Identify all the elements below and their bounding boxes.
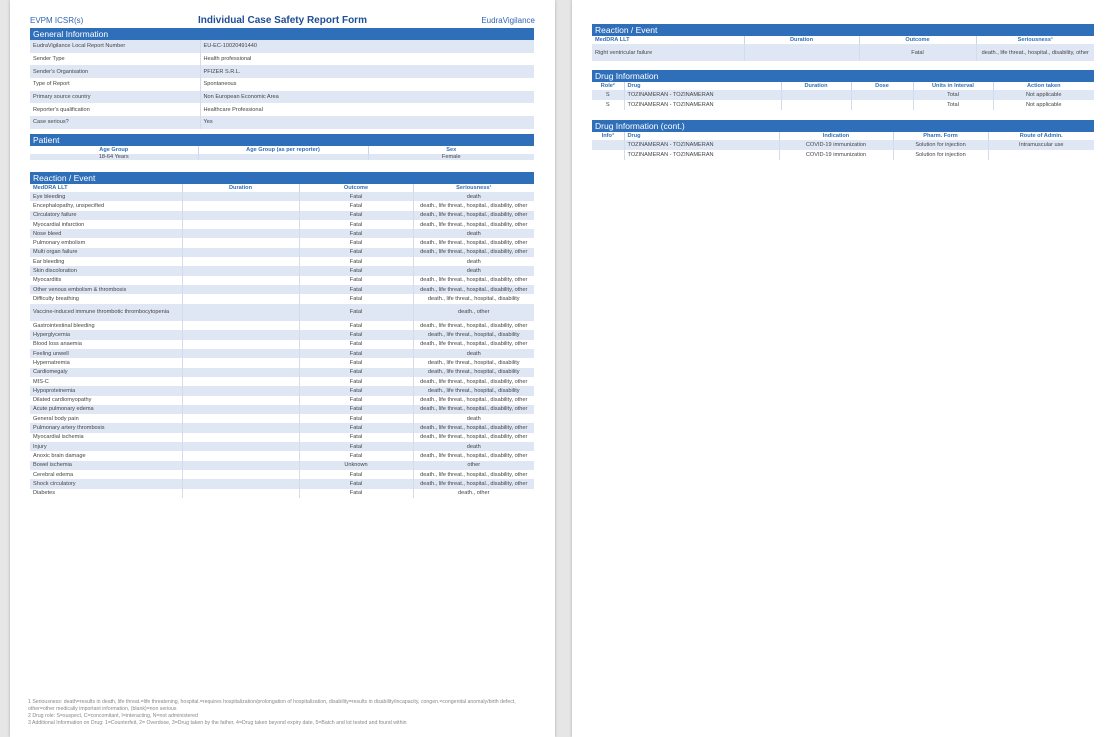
seriousness-cell: death bbox=[413, 414, 534, 423]
footnote: 3 Additional Information on Drug: 1=Counterfeit, 2= Overdose, 3=Drug taken by the father, 4=Drug taken beyond expiry date, 5=Batch and lot tested and found within bbox=[28, 720, 407, 726]
section-title: Patient bbox=[30, 134, 534, 146]
seriousness-cell: death., life threat., hospital., disability, other bbox=[413, 470, 534, 479]
field-label: EudraVigilance Local Report Number bbox=[30, 40, 200, 53]
age-group-reporter-value bbox=[198, 154, 368, 160]
field-value: Healthcare Professional bbox=[200, 103, 534, 116]
outcome-cell: Fatal bbox=[299, 368, 413, 377]
seriousness-cell: other bbox=[413, 461, 534, 470]
col-header: Duration bbox=[182, 184, 299, 192]
table-row bbox=[592, 90, 1094, 100]
duration-cell bbox=[182, 451, 299, 460]
seriousness-cell: death., life threat., hospital., disability, other bbox=[413, 211, 534, 220]
reaction-section-cont bbox=[592, 24, 1094, 61]
col-header: Duration bbox=[744, 36, 859, 44]
section-title: Reaction / Event bbox=[30, 172, 534, 184]
outcome-cell: Fatal bbox=[859, 44, 976, 61]
table-row bbox=[30, 479, 534, 488]
llt-cell: Pulmonary artery thrombosis bbox=[30, 423, 182, 432]
info-cell bbox=[592, 150, 624, 160]
seriousness-cell: death bbox=[413, 192, 534, 201]
field-label: Case serious? bbox=[30, 116, 200, 129]
outcome-cell: Fatal bbox=[299, 423, 413, 432]
col-header: Seriousness¹ bbox=[976, 36, 1094, 44]
field-value: Spontaneous bbox=[200, 78, 534, 91]
drug-cell: TOZINAMERAN - TOZINAMERAN bbox=[624, 150, 779, 160]
duration-cell bbox=[182, 423, 299, 432]
seriousness-cell: death., other bbox=[413, 304, 534, 322]
units-cell: Total bbox=[913, 100, 993, 110]
footnote: 2 Drug role: S=suspect, C=concomitant, I=interacting, N=not administered bbox=[28, 713, 198, 719]
llt-cell: Right ventricular failure bbox=[592, 44, 744, 61]
table-row bbox=[30, 340, 534, 349]
table-row bbox=[592, 100, 1094, 110]
col-header: Pharm. Form bbox=[893, 132, 988, 140]
outcome-cell: Fatal bbox=[299, 248, 413, 257]
table-row bbox=[30, 377, 534, 386]
llt-cell: Blood loss anaemia bbox=[30, 340, 182, 349]
seriousness-cell: death., life threat., hospital., disability, other bbox=[413, 321, 534, 330]
seriousness-cell: death., other bbox=[413, 489, 534, 498]
llt-cell: Skin discoloration bbox=[30, 266, 182, 275]
general-information-section bbox=[30, 28, 534, 129]
section-title: Drug Information bbox=[592, 70, 1094, 82]
drug-table bbox=[592, 82, 1094, 110]
outcome-cell: Fatal bbox=[299, 405, 413, 414]
llt-cell: Bowel ischemia bbox=[30, 461, 182, 470]
header-right: EudraVigilance bbox=[481, 16, 535, 25]
drug-cell: TOZINAMERAN - TOZINAMERAN bbox=[624, 90, 781, 100]
duration-cell bbox=[182, 442, 299, 451]
llt-cell: Vaccine-induced immune thrombotic thrombocytopenia bbox=[30, 304, 182, 322]
outcome-cell: Fatal bbox=[299, 266, 413, 275]
duration-cell bbox=[182, 377, 299, 386]
llt-cell: Pulmonary embolism bbox=[30, 238, 182, 247]
duration-cell bbox=[182, 368, 299, 377]
table-row bbox=[30, 489, 534, 498]
outcome-cell: Unknown bbox=[299, 461, 413, 470]
col-header: Drug bbox=[624, 82, 781, 90]
seriousness-cell: death., life threat., hospital., disability, other bbox=[413, 405, 534, 414]
outcome-cell: Fatal bbox=[299, 285, 413, 294]
table-row bbox=[30, 330, 534, 339]
table-row bbox=[30, 442, 534, 451]
llt-cell: Feeling unwell bbox=[30, 349, 182, 358]
outcome-cell: Fatal bbox=[299, 321, 413, 330]
llt-cell: Encephalopathy, unspecified bbox=[30, 201, 182, 210]
duration-cell bbox=[182, 248, 299, 257]
role-cell: S bbox=[592, 100, 624, 110]
col-header: Outcome bbox=[859, 36, 976, 44]
col-header: Age Group bbox=[30, 146, 198, 154]
seriousness-cell: death., life threat., hospital., disability bbox=[413, 386, 534, 395]
seriousness-cell: death., life threat., hospital., disability, other bbox=[413, 377, 534, 386]
units-cell: Total bbox=[913, 90, 993, 100]
col-header: MedDRA LLT bbox=[592, 36, 744, 44]
outcome-cell: Fatal bbox=[299, 257, 413, 266]
duration-cell bbox=[182, 229, 299, 238]
table-row bbox=[30, 414, 534, 423]
duration-cell bbox=[182, 266, 299, 275]
table-row bbox=[30, 103, 534, 116]
col-header: Route of Admin. bbox=[988, 132, 1094, 140]
duration-cell bbox=[182, 294, 299, 303]
drug-information-section bbox=[592, 70, 1094, 110]
field-value: Non European Economic Area bbox=[200, 91, 534, 104]
indication-cell: COVID-19 immunization bbox=[779, 150, 893, 160]
route-cell bbox=[988, 150, 1094, 160]
seriousness-cell: death., life threat., hospital., disability, other bbox=[413, 220, 534, 229]
llt-cell: MIS-C bbox=[30, 377, 182, 386]
field-value: PFIZER S.R.L. bbox=[200, 65, 534, 78]
seriousness-cell: death., life threat., hospital., disability, other bbox=[413, 248, 534, 257]
col-header: Indication bbox=[779, 132, 893, 140]
table-row bbox=[30, 257, 534, 266]
table-row bbox=[592, 150, 1094, 160]
table-row bbox=[30, 396, 534, 405]
table-row bbox=[30, 229, 534, 238]
table-row bbox=[30, 368, 534, 377]
duration-cell bbox=[182, 461, 299, 470]
col-header: MedDRA LLT bbox=[30, 184, 182, 192]
table-row bbox=[30, 433, 534, 442]
duration-cell bbox=[182, 192, 299, 201]
duration-cell bbox=[182, 358, 299, 367]
outcome-cell: Fatal bbox=[299, 479, 413, 488]
llt-cell: Anoxic brain damage bbox=[30, 451, 182, 460]
table-row bbox=[30, 40, 534, 53]
table-row bbox=[30, 276, 534, 285]
seriousness-cell: death., life threat., hospital., disability bbox=[413, 294, 534, 303]
col-header: Action taken bbox=[993, 82, 1094, 90]
table-row bbox=[30, 266, 534, 275]
table-row bbox=[30, 358, 534, 367]
col-header: Age Group (as per reporter) bbox=[198, 146, 368, 154]
outcome-cell: Fatal bbox=[299, 414, 413, 423]
table-row bbox=[30, 386, 534, 395]
drug-cont-table bbox=[592, 132, 1094, 160]
patient-table bbox=[30, 146, 534, 160]
table-row bbox=[30, 53, 534, 66]
drug-cell: TOZINAMERAN - TOZINAMERAN bbox=[624, 100, 781, 110]
outcome-cell: Fatal bbox=[299, 304, 413, 322]
seriousness-cell: death., life threat., hospital., disability bbox=[413, 358, 534, 367]
table-row bbox=[30, 321, 534, 330]
outcome-cell: Fatal bbox=[299, 294, 413, 303]
table-row bbox=[30, 116, 534, 129]
section-title: Drug Information (cont.) bbox=[592, 120, 1094, 132]
duration-cell bbox=[182, 238, 299, 247]
col-header: Role² bbox=[592, 82, 624, 90]
duration-cell bbox=[182, 489, 299, 498]
duration-cell bbox=[182, 405, 299, 414]
outcome-cell: Fatal bbox=[299, 211, 413, 220]
col-header: Seriousness¹ bbox=[413, 184, 534, 192]
table-row bbox=[30, 461, 534, 470]
duration-cell bbox=[182, 340, 299, 349]
table-row bbox=[30, 154, 534, 160]
seriousness-cell: death., life threat., hospital., disability, other bbox=[413, 396, 534, 405]
llt-cell: Difficulty breathing bbox=[30, 294, 182, 303]
duration-cell bbox=[781, 100, 851, 110]
route-cell: Intramuscular use bbox=[988, 140, 1094, 150]
llt-cell: Myocarditis bbox=[30, 276, 182, 285]
seriousness-cell: death., life threat., hospital., disability bbox=[413, 330, 534, 339]
outcome-cell: Fatal bbox=[299, 330, 413, 339]
pharm-form-cell: Solution for injection bbox=[893, 140, 988, 150]
action-cell: Not applicable bbox=[993, 90, 1094, 100]
info-cell bbox=[592, 140, 624, 150]
report-page-1 bbox=[10, 0, 555, 737]
field-label: Type of Report bbox=[30, 78, 200, 91]
table-row bbox=[30, 248, 534, 257]
llt-cell: Eye bleeding bbox=[30, 192, 182, 201]
seriousness-cell: death bbox=[413, 266, 534, 275]
seriousness-cell: death., life threat., hospital., disability, other bbox=[413, 423, 534, 432]
footnotes bbox=[28, 699, 535, 727]
seriousness-cell: death., life threat., hospital., disability, other bbox=[413, 276, 534, 285]
llt-cell: Multi organ failure bbox=[30, 248, 182, 257]
duration-cell bbox=[182, 433, 299, 442]
table-row bbox=[30, 211, 534, 220]
general-information-table bbox=[30, 40, 534, 129]
duration-cell bbox=[182, 470, 299, 479]
outcome-cell: Fatal bbox=[299, 340, 413, 349]
llt-cell: Hyperglycemia bbox=[30, 330, 182, 339]
indication-cell: COVID-19 immunization bbox=[779, 140, 893, 150]
report-page-2 bbox=[572, 0, 1116, 737]
reaction-table bbox=[30, 184, 534, 498]
seriousness-cell: death., life threat., hospital., disability, other bbox=[413, 433, 534, 442]
table-row bbox=[30, 78, 534, 91]
table-row bbox=[30, 238, 534, 247]
outcome-cell: Fatal bbox=[299, 489, 413, 498]
table-row bbox=[30, 91, 534, 104]
age-group-value: 18-64 Years bbox=[30, 154, 198, 160]
table-row bbox=[30, 192, 534, 201]
field-label: Sender's Organisation bbox=[30, 65, 200, 78]
section-title: Reaction / Event bbox=[592, 24, 1094, 36]
seriousness-cell: death bbox=[413, 349, 534, 358]
field-value: Yes bbox=[200, 116, 534, 129]
llt-cell: Cerebral edema bbox=[30, 470, 182, 479]
outcome-cell: Fatal bbox=[299, 192, 413, 201]
outcome-cell: Fatal bbox=[299, 386, 413, 395]
field-label: Primary source country bbox=[30, 91, 200, 104]
outcome-cell: Fatal bbox=[299, 349, 413, 358]
drug-cell: TOZINAMERAN - TOZINAMERAN bbox=[624, 140, 779, 150]
seriousness-cell: death., life threat., hospital., disability, other bbox=[413, 238, 534, 247]
seriousness-cell: death bbox=[413, 257, 534, 266]
outcome-cell: Fatal bbox=[299, 377, 413, 386]
section-title: General Information bbox=[30, 28, 534, 40]
outcome-cell: Fatal bbox=[299, 451, 413, 460]
outcome-cell: Fatal bbox=[299, 358, 413, 367]
table-row bbox=[592, 140, 1094, 150]
outcome-cell: Fatal bbox=[299, 220, 413, 229]
outcome-cell: Fatal bbox=[299, 276, 413, 285]
duration-cell bbox=[182, 396, 299, 405]
pharm-form-cell: Solution for injection bbox=[893, 150, 988, 160]
llt-cell: Circulatory failure bbox=[30, 211, 182, 220]
seriousness-cell: death., life threat., hospital., disability, other bbox=[413, 479, 534, 488]
outcome-cell: Fatal bbox=[299, 201, 413, 210]
seriousness-cell: death., life threat., hospital., disability, other bbox=[976, 44, 1094, 61]
seriousness-cell: death., life threat., hospital., disability bbox=[413, 368, 534, 377]
reaction-section bbox=[30, 172, 534, 498]
duration-cell bbox=[781, 90, 851, 100]
page-title: Individual Case Safety Report Form bbox=[198, 15, 367, 26]
field-value: EU-EC-10020491440 bbox=[200, 40, 534, 53]
role-cell: S bbox=[592, 90, 624, 100]
header-left: EVPM ICSR(s) bbox=[30, 16, 84, 25]
action-cell: Not applicable bbox=[993, 100, 1094, 110]
outcome-cell: Fatal bbox=[299, 229, 413, 238]
col-header: Units in Interval bbox=[913, 82, 993, 90]
duration-cell bbox=[182, 321, 299, 330]
seriousness-cell: death., life threat., hospital., disability, other bbox=[413, 451, 534, 460]
duration-cell bbox=[182, 276, 299, 285]
col-header: Outcome bbox=[299, 184, 413, 192]
field-label: Reporter's qualification bbox=[30, 103, 200, 116]
col-header: Drug bbox=[624, 132, 779, 140]
llt-cell: Cardiomegaly bbox=[30, 368, 182, 377]
seriousness-cell: death., life threat., hospital., disability, other bbox=[413, 285, 534, 294]
dose-cell bbox=[851, 90, 913, 100]
col-header: Dose bbox=[851, 82, 913, 90]
dose-cell bbox=[851, 100, 913, 110]
duration-cell bbox=[182, 330, 299, 339]
duration-cell bbox=[182, 304, 299, 322]
footnote: 1 Seriousness: death=results in death, life threat.=life threatening, hospital.=requires hospitalization/prolongation of hospitalization, disability=results in disability/incapacity, congen.=congenital anomaly/birth defect, other=other medically important information, (blank)=non serious bbox=[28, 699, 516, 712]
table-row bbox=[30, 65, 534, 78]
field-value: Health professional bbox=[200, 53, 534, 66]
reaction-table-cont bbox=[592, 36, 1094, 61]
outcome-cell: Fatal bbox=[299, 433, 413, 442]
llt-cell: Other venous embolism & thrombosis bbox=[30, 285, 182, 294]
table-row bbox=[30, 285, 534, 294]
patient-section bbox=[30, 134, 534, 160]
duration-cell bbox=[744, 44, 859, 61]
duration-cell bbox=[182, 386, 299, 395]
seriousness-cell: death., life threat., hospital., disability, other bbox=[413, 340, 534, 349]
outcome-cell: Fatal bbox=[299, 470, 413, 479]
duration-cell bbox=[182, 220, 299, 229]
llt-cell: Acute pulmonary edema bbox=[30, 405, 182, 414]
field-label: Sender Type bbox=[30, 53, 200, 66]
duration-cell bbox=[182, 257, 299, 266]
duration-cell bbox=[182, 211, 299, 220]
table-row bbox=[30, 294, 534, 303]
table-row bbox=[30, 423, 534, 432]
llt-cell: Dilated cardiomyopathy bbox=[30, 396, 182, 405]
col-header: Sex bbox=[368, 146, 534, 154]
duration-cell bbox=[182, 201, 299, 210]
table-row bbox=[30, 349, 534, 358]
seriousness-cell: death bbox=[413, 229, 534, 238]
table-row bbox=[30, 451, 534, 460]
llt-cell: Nose bleed bbox=[30, 229, 182, 238]
col-header: Duration bbox=[781, 82, 851, 90]
llt-cell: General body pain bbox=[30, 414, 182, 423]
seriousness-cell: death., life threat., hospital., disability, other bbox=[413, 201, 534, 210]
llt-cell: Hypernatremia bbox=[30, 358, 182, 367]
duration-cell bbox=[182, 349, 299, 358]
duration-cell bbox=[182, 414, 299, 423]
llt-cell: Ear bleeding bbox=[30, 257, 182, 266]
duration-cell bbox=[182, 285, 299, 294]
table-row bbox=[30, 201, 534, 210]
sex-value: Female bbox=[368, 154, 534, 160]
outcome-cell: Fatal bbox=[299, 442, 413, 451]
table-row bbox=[30, 470, 534, 479]
llt-cell: Myocardial ischemia bbox=[30, 433, 182, 442]
llt-cell: Myocardial infarction bbox=[30, 220, 182, 229]
seriousness-cell: death bbox=[413, 442, 534, 451]
llt-cell: Injury bbox=[30, 442, 182, 451]
col-header: Info³ bbox=[592, 132, 624, 140]
llt-cell: Gastrointestinal bleeding bbox=[30, 321, 182, 330]
llt-cell: Hypoproteinemia bbox=[30, 386, 182, 395]
outcome-cell: Fatal bbox=[299, 396, 413, 405]
table-row bbox=[592, 44, 1094, 61]
table-row bbox=[30, 220, 534, 229]
outcome-cell: Fatal bbox=[299, 238, 413, 247]
table-row bbox=[30, 405, 534, 414]
table-row bbox=[30, 304, 534, 322]
llt-cell: Shock circulatory bbox=[30, 479, 182, 488]
llt-cell: Diabetes bbox=[30, 489, 182, 498]
duration-cell bbox=[182, 479, 299, 488]
drug-information-cont-section bbox=[592, 120, 1094, 160]
